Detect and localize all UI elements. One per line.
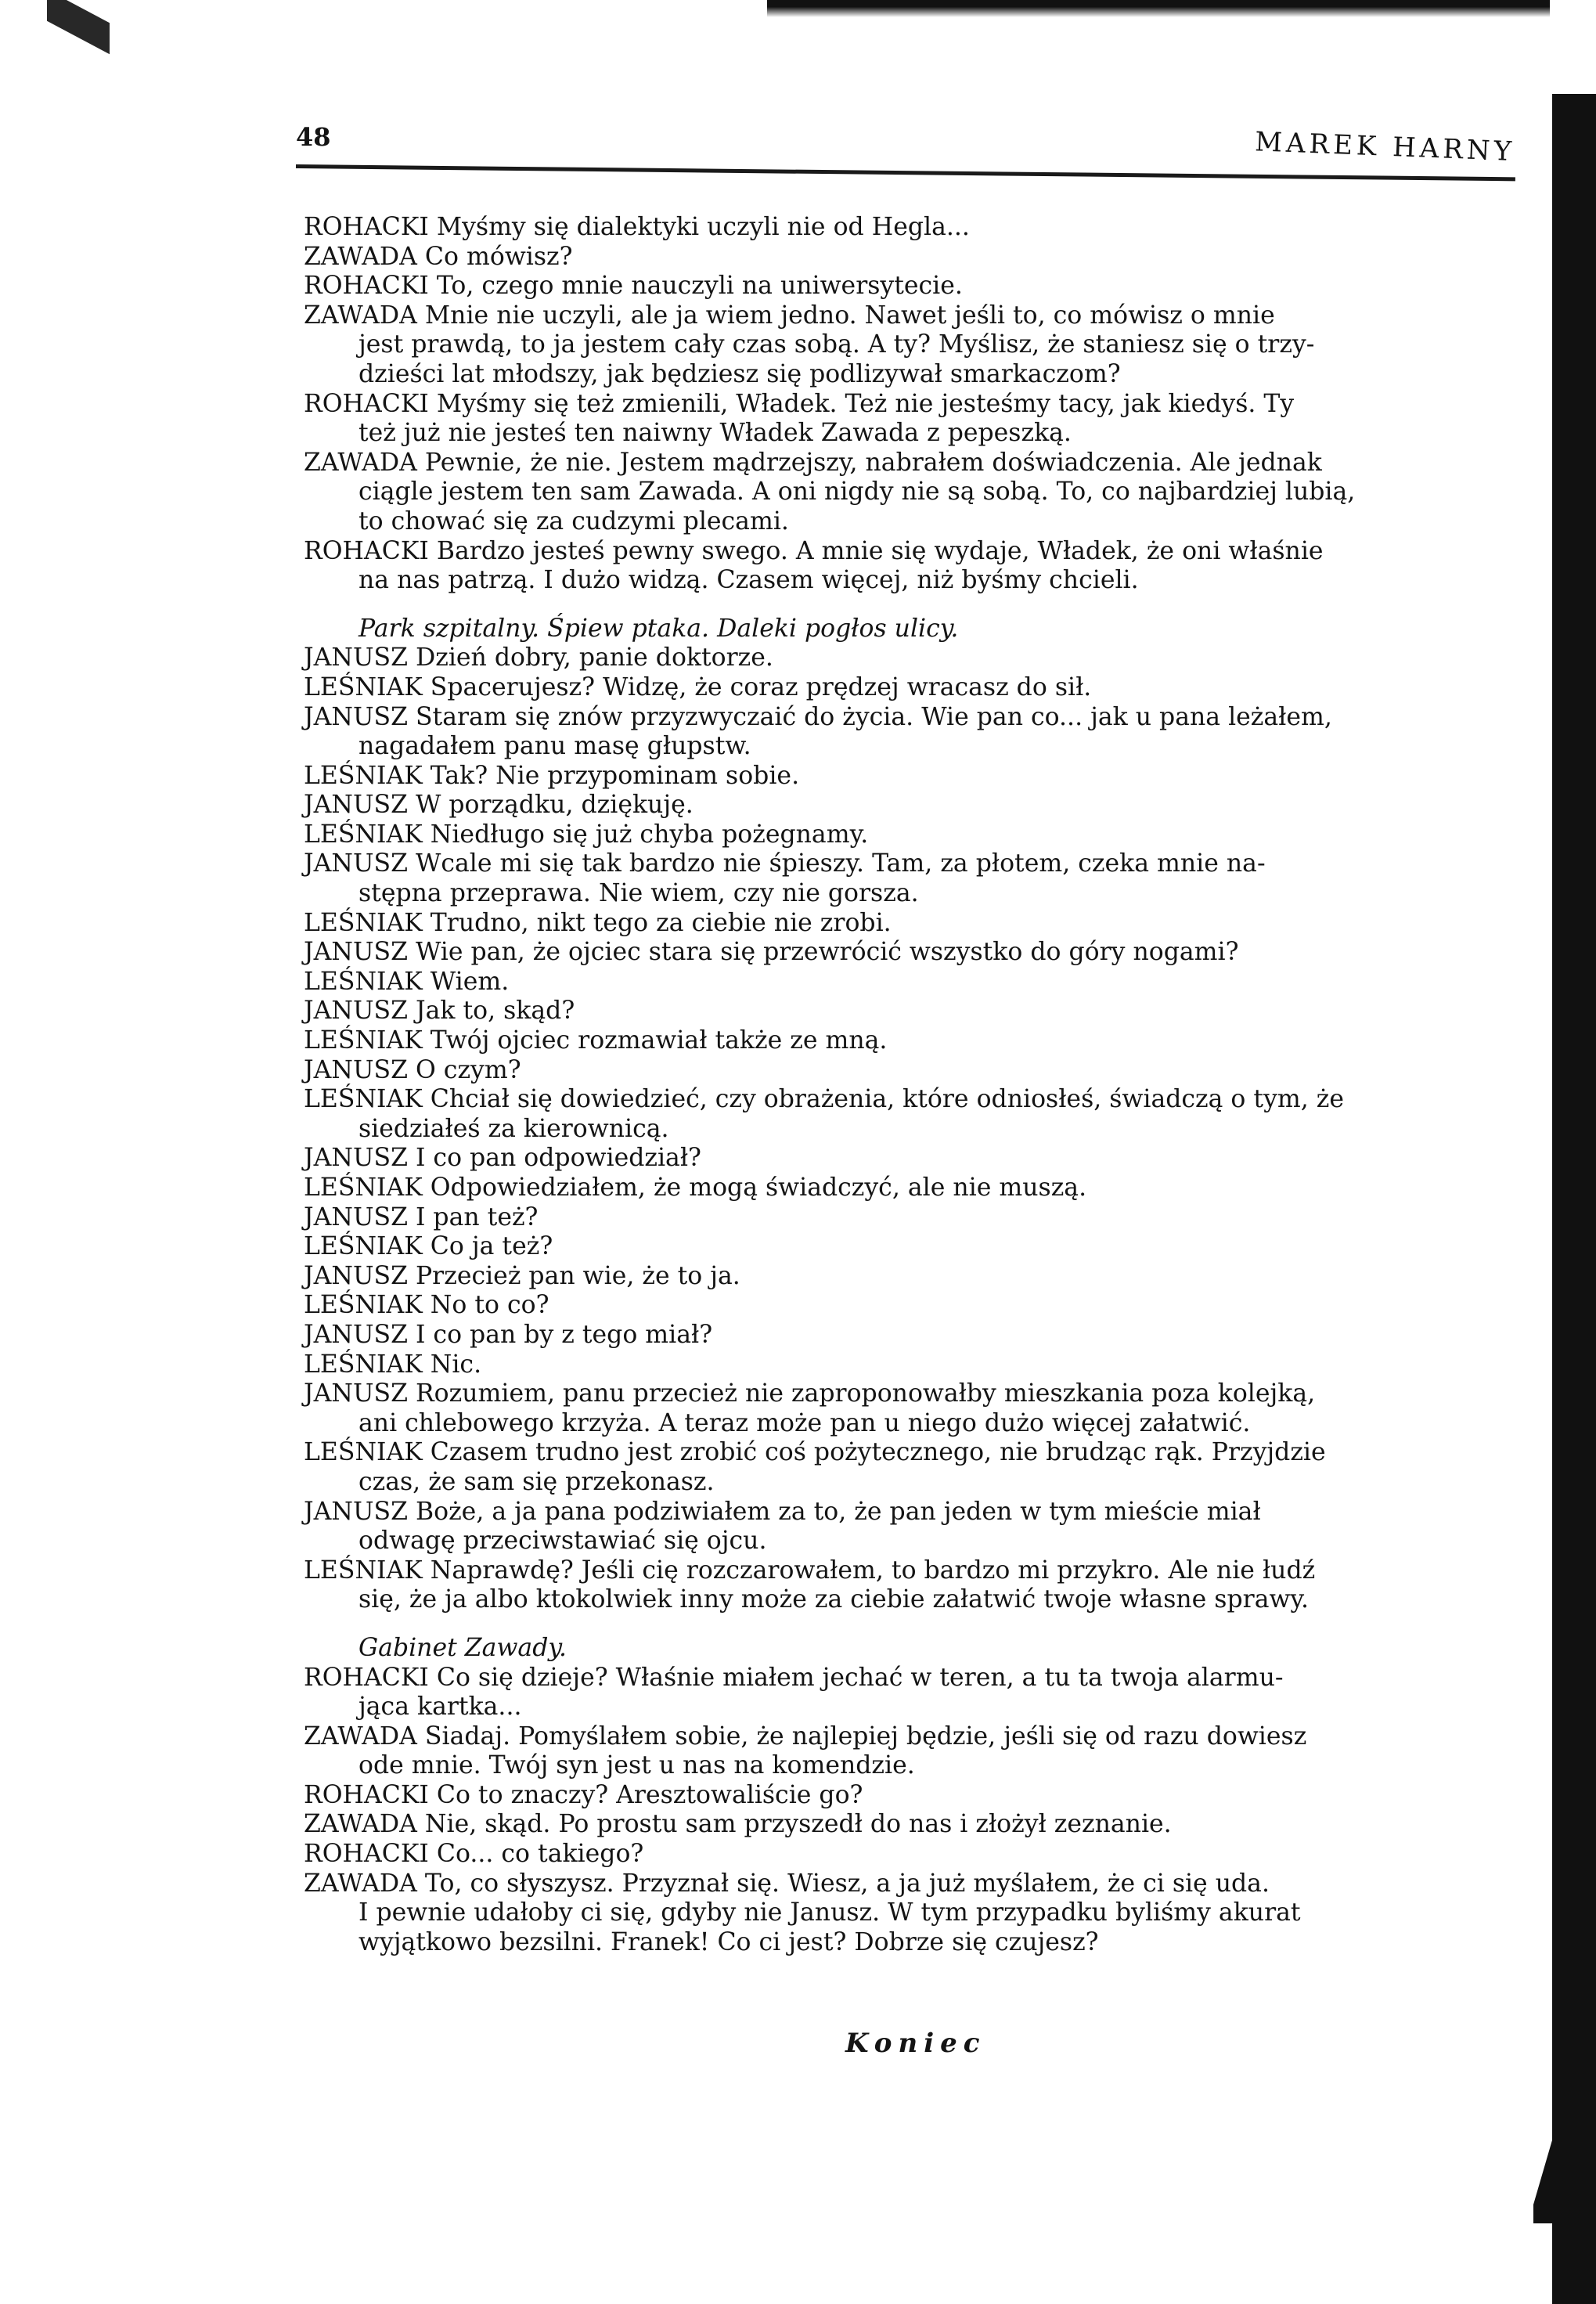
continuation-line: wyjątkowo bezsilni. Franek! Co ci jest? Dobrze się czujesz? [358,1927,1099,1956]
dialogue-line: JANUSZ Przecież pan wie, że to ja. [304,1261,740,1290]
dialogue-line: ROHACKI Co się dzieje? Właśnie miałem jechać w teren, a tu ta twoja alarmu- [304,1663,1284,1692]
continuation-line: siedziałeś za kierownicą. [358,1114,669,1143]
dialogue-line: JANUSZ Staram się znów przyzwyczaić do życia. Wie pan co... jak u pana leżałem, [304,702,1332,731]
dialogue-line: LEŚNIAK Trudno, nikt tego za ciebie nie zrobi. [304,908,892,937]
scan-edge-top [767,0,1550,17]
scan-corner-mark [47,0,110,54]
continuation-line: też już nie jesteś ten naiwny Władek Zawada z pepeszką. [358,419,1072,448]
dialogue-line: JANUSZ W porządku, dziękuję. [304,791,694,820]
dialogue-line: JANUSZ Dzień dobry, panie doktorze. [304,644,773,672]
dialogue-line: JANUSZ Boże, a ja pana podziwiałem za to, że pan jeden w tym mieście miał [304,1497,1261,1526]
dialogue-line: JANUSZ Wie pan, że ojciec stara się przewrócić wszystko do góry nogami? [304,938,1239,967]
page-number: 48 [296,122,331,152]
dialogue-line: LEŚNIAK Spacerujesz? Widzę, że coraz prędzej wracasz do sił. [304,672,1092,701]
continuation-line: to chować się za cudzymi plecami. [358,507,789,535]
continuation-line: jest prawdą, to ja jestem cały czas sobą. A ty? Myślisz, że staniesz się o trzy- [358,330,1315,359]
dialogue-line: ROHACKI Myśmy się też zmienili, Władek. Też nie jesteśmy tacy, jak kiedyś. Ty [304,389,1295,418]
scan-corner-mark-bottom [1533,2129,1565,2223]
scan-edge-right [1552,94,1596,2304]
continuation-line: I pewnie udałoby ci się, gdyby nie Janusz. W tym przypadku byliśmy akurat [358,1898,1301,1927]
dialogue-line: LEŚNIAK No to co? [304,1291,549,1320]
dialogue-line: ZAWADA Pewnie, że nie. Jestem mądrzejszy, nabrałem doświadczenia. Ale jednak [304,448,1322,477]
dialogue-line: ROHACKI To, czego mnie nauczyli na uniwersytecie. [304,272,963,301]
text-body [304,213,1517,1957]
dialogue-line: ZAWADA Siadaj. Pomyślałem sobie, że najlepiej będzie, jeśli się od razu dowiesz [304,1722,1307,1751]
continuation-line: odwagę przeciwstawiać się ojcu. [358,1527,767,1556]
dialogue-line: ZAWADA To, co słyszysz. Przyznał się. Wiesz, a ja już myślałem, że ci się uda. [304,1869,1270,1898]
continuation-line: czas, że sam się przekonasz. [358,1467,715,1496]
dialogue-line: JANUSZ O czym? [304,1055,521,1084]
continuation-line: ode mnie. Twój syn jest u nas na komendzie. [358,1751,915,1780]
continuation-line: dzieści lat młodszy, jak będziesz się podlizywał smarkaczom? [358,359,1121,388]
continuation-line: stępna przeprawa. Nie wiem, czy nie gorsza. [358,879,919,908]
dialogue-line: ROHACKI Co to znaczy? Aresztowaliście go? [304,1780,863,1809]
dialogue-line: LEŚNIAK Wiem. [304,967,510,996]
ending-label: Koniec [845,2028,986,2059]
dialogue-line: ZAWADA Mnie nie uczyli, ale ja wiem jedno. Nawet jeśli to, co mówisz o mnie [304,301,1275,330]
header-rule [296,164,1515,181]
running-head: MAREK HARNY [1254,126,1516,168]
continuation-line: ani chlebowego krzyża. A teraz może pan u niego dużo więcej załatwić. [358,1408,1251,1437]
dialogue-line: JANUSZ I pan też? [304,1202,539,1231]
dialogue-line: ROHACKI Bardzo jesteś pewny swego. A mnie się wydaje, Władek, że oni właśnie [304,536,1324,565]
dialogue-line: JANUSZ Rozumiem, panu przecież nie zaproponowałby mieszkania poza kolejką, [304,1379,1316,1408]
dialogue-line: JANUSZ I co pan odpowiedział? [304,1144,701,1173]
dialogue-line: LEŚNIAK Tak? Nie przypominam sobie. [304,761,800,790]
continuation-line: ciągle jestem ten sam Zawada. A oni nigdy nie są sobą. To, co najbardziej lubią, [358,478,1356,507]
page-header [296,122,1515,185]
continuation-line: jąca kartka... [358,1693,522,1722]
dialogue-line: LEŚNIAK Czasem trudno jest zrobić coś pożytecznego, nie brudząc rąk. Przyjdzie [304,1438,1326,1467]
continuation-line: się, że ja albo ktokolwiek inny może za ciebie załatwić twoje własne sprawy. [358,1585,1310,1614]
dialogue-line: LEŚNIAK Co ja też? [304,1232,553,1261]
section-gap [304,1615,1517,1634]
stage-direction: Gabinet Zawady. [358,1633,567,1662]
dialogue-line: JANUSZ Wcale mi się tak bardzo nie śpieszy. Tam, za płotem, czeka mnie na- [304,849,1266,878]
dialogue-line: LEŚNIAK Nic. [304,1350,482,1379]
dialogue-line: ZAWADA Co mówisz? [304,242,573,271]
section-gap [304,596,1517,615]
dialogue-line: LEŚNIAK Twój ojciec rozmawiał także ze mną. [304,1026,888,1055]
dialogue-line: ZAWADA Nie, skąd. Po prostu sam przyszedł do nas i złożył zeznanie. [304,1810,1172,1839]
dialogue-line: ROHACKI Myśmy się dialektyki uczyli nie od Hegla... [304,213,970,241]
dialogue-line: LEŚNIAK Odpowiedziałem, że mogą świadczyć, ale nie muszą. [304,1174,1087,1202]
dialogue-line: LEŚNIAK Naprawdę? Jeśli cię rozczarowałem, to bardzo mi przykro. Ale nie łudź [304,1556,1316,1585]
continuation-line: nagadałem panu masę głupstw. [358,732,751,761]
dialogue-line: ROHACKI Co... co takiego? [304,1840,644,1869]
dialogue-line: JANUSZ Jak to, skąd? [304,997,575,1026]
dialogue-line: JANUSZ I co pan by z tego miał? [304,1320,713,1349]
stage-direction: Park szpitalny. Śpiew ptaka. Daleki pogłos ulicy. [358,614,959,643]
dialogue-line: LEŚNIAK Niedługo się już chyba pożegnamy. [304,820,869,849]
continuation-line: na nas patrzą. I dużo widzą. Czasem więcej, niż byśmy chcieli. [358,566,1139,595]
dialogue-line: LEŚNIAK Chciał się dowiedzieć, czy obrażenia, które odniosłeś, świadczą o tym, że [304,1085,1344,1114]
